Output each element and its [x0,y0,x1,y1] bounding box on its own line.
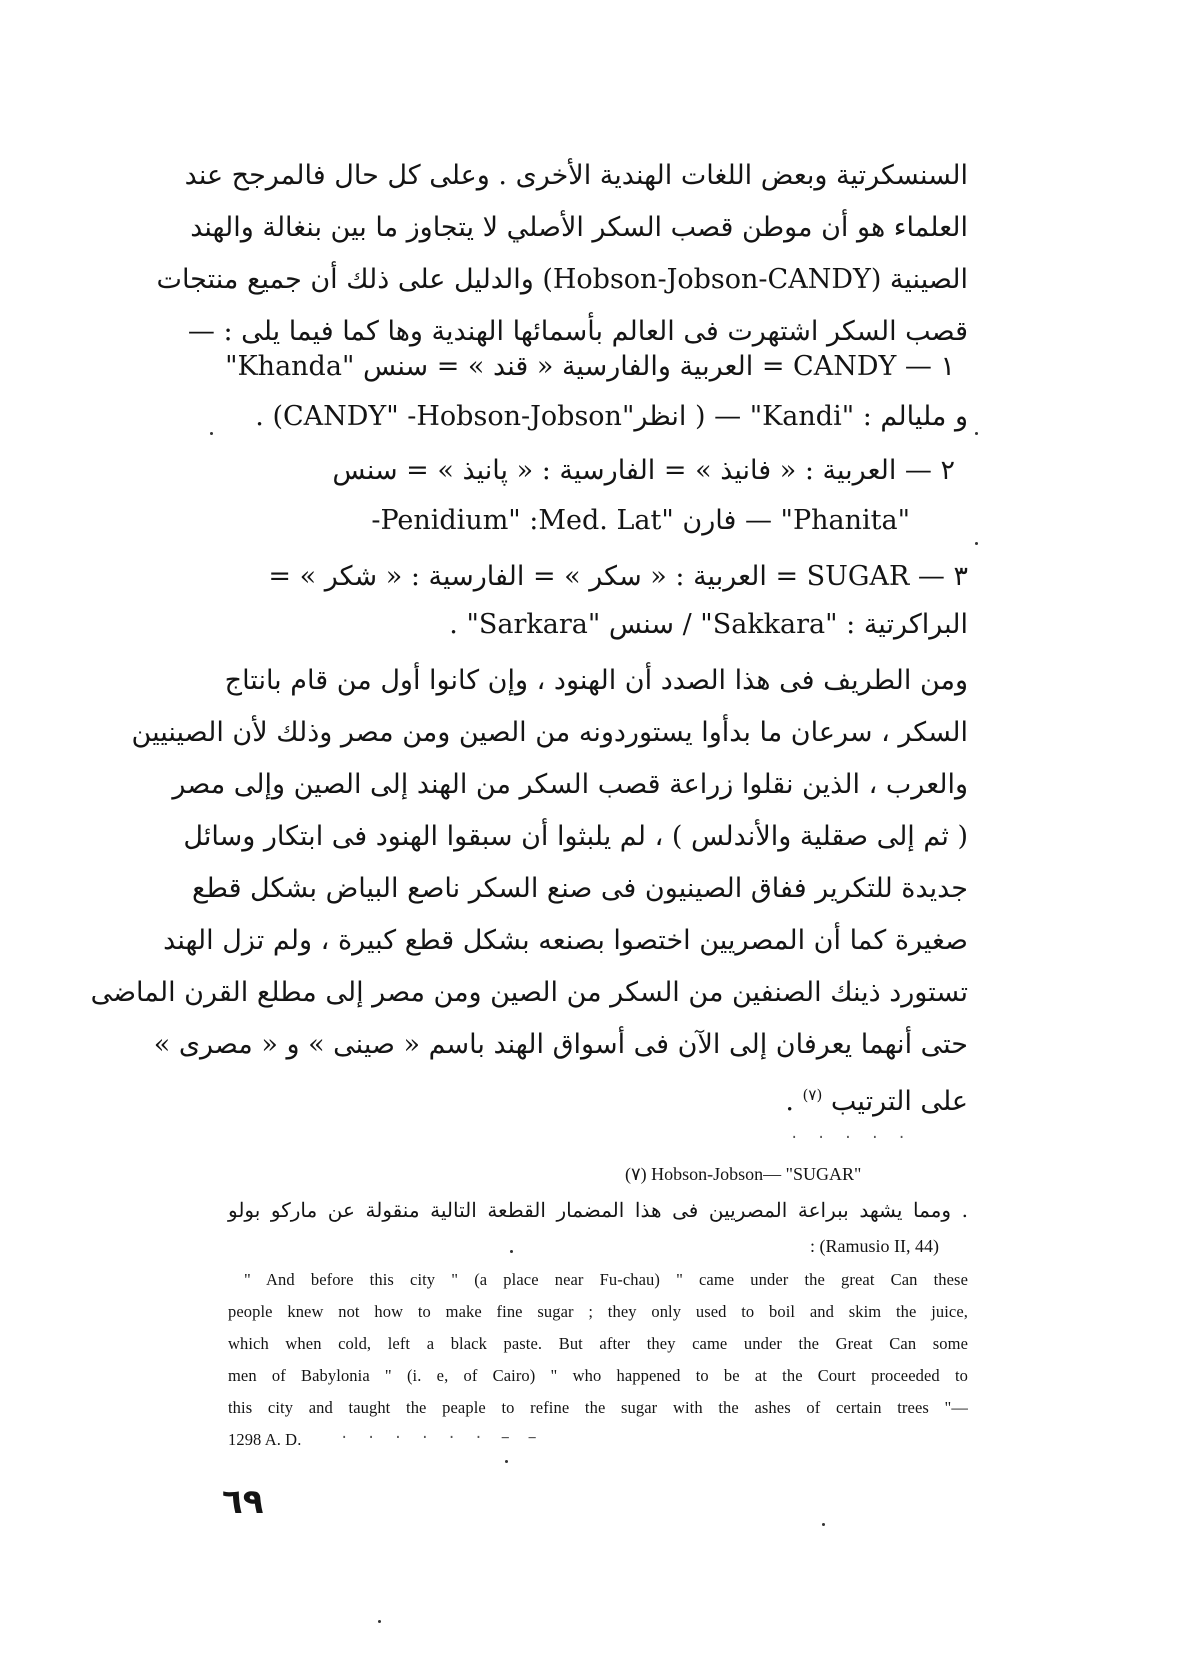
quote-date: 1298 A. D. [228,1430,302,1449]
footnote-arabic [228,1190,968,1230]
body-line: تستورد ذينك الصنفين من السكر من الصين ومن مصر إلى مطلع القرن الماضى [90,977,968,1008]
body-line: ومن الطريف فى هذا الصدد أن الهنود ، وإن كانوا أول من قام بانتاج [224,665,968,696]
period: . [785,1086,794,1117]
scan-speck [822,1523,825,1526]
body-line: صغيرة كما أن المصريين اختصوا بصنعه بشكل قطع كبيرة ، ولم تزل الهند [163,925,968,956]
intro-paragraph [156,150,968,358]
footnote-marker: (٧) [802,1086,823,1104]
body-paragraph [90,655,968,1071]
quote-line: this city and taught the peaple to refine the sugar with the ashes of certain trees "— [228,1398,968,1417]
list-item-1-line1: ١ — CANDY = العربية والفارسية « قند » = سنس "Khanda" [225,351,955,382]
quote-line: which when cold, left a black paste. But after they came under the Great Can some [228,1334,968,1353]
scan-speck [505,1460,508,1463]
intro-line: العلماء هو أن موطن قصب السكر الأصلي لا يتجاوز ما بين بنغالة والهند [190,212,968,243]
body-line: جديدة للتكرير ففاق الصينيون فى صنع السكر ناصع البياض بشكل قطع [192,873,968,904]
intro-line: الصينية (Hobson-Jobson-CANDY) والدليل على ذلك أن جميع منتجات [156,264,968,295]
scan-speck [975,542,978,545]
quote-block [228,1264,968,1456]
intro-line: السنسكرتية وبعض اللغات الهندية الأخرى . وعلى كل حال فالمرجح عند [184,160,968,191]
body-last-line [785,1070,968,1127]
scan-noise: · · · · · · − − [340,1430,542,1446]
page-number: ٦٩ [222,1482,264,1522]
body-line: والعرب ، الذين نقلوا زراعة قصب السكر من الهند إلى الصين وإلى مصر [172,769,968,800]
body-line: حتى أنهما يعرفان إلى الآن فى أسواق الهند باسم « صينى » و « مصرى » [153,1029,968,1060]
footnote-ref: (٧) Hobson-Jobson— "SUGAR" [625,1164,862,1184]
quote-line: " And before this city " (a place near Fu-chau) " came under the great Can these [244,1270,968,1289]
quote-line: people knew not how to make fine sugar ; they only used to boil and skim the juice, [228,1302,968,1321]
footnote-arabic-line: . ومما يشهد ببراعة المصريين فى هذا المضمار القطعة التالية منقولة عن ماركو بولو [228,1198,968,1222]
scan-speck [510,1250,513,1253]
list-item-3-line1: ٣ — SUGAR = العربية : « سكر » = الفارسية : « شكر » = [268,561,968,592]
quote-line: men of Babylonia " (i. e, of Cairo) " who happened to be at the Court proceeded to [228,1366,968,1385]
scan-speck [378,1620,381,1623]
intro-line: قصب السكر اشتهرت فى العالم بأسمائها الهندية وها كما فيما يلى : — [187,316,968,347]
list-item-3-line2: البراكرتية : "Sakkara" / سنس "Sarkara" . [449,609,968,640]
list-item-2-line2: "Phanita" — فارن "Penidium" :Med. Lat- [371,505,910,536]
body-line: السكر ، سرعان ما بدأوا يستوردونه من الصين ومن مصر وذلك لأن الصينيين [131,717,968,748]
list-item-2-line1: ٢ — العربية : « فانيذ » = الفارسية : « پانيذ » = سنس [332,455,955,486]
list-item-1-line2: و مليالم : "Kandi" — ( انظر"CANDY" -Hobson-Jobson) . [255,401,968,432]
scan-noise: · · · · · [790,1130,911,1146]
scan-speck [975,432,978,435]
scan-speck [210,432,213,435]
body-last-text: على الترتيب [830,1086,968,1117]
body-line: ( ثم إلى صقلية والأندلس ) ، لم يلبثوا أن سبقوا الهنود فى ابتكار وسائل [183,821,968,852]
footnote-source: : (Ramusio II, 44) [810,1236,939,1256]
